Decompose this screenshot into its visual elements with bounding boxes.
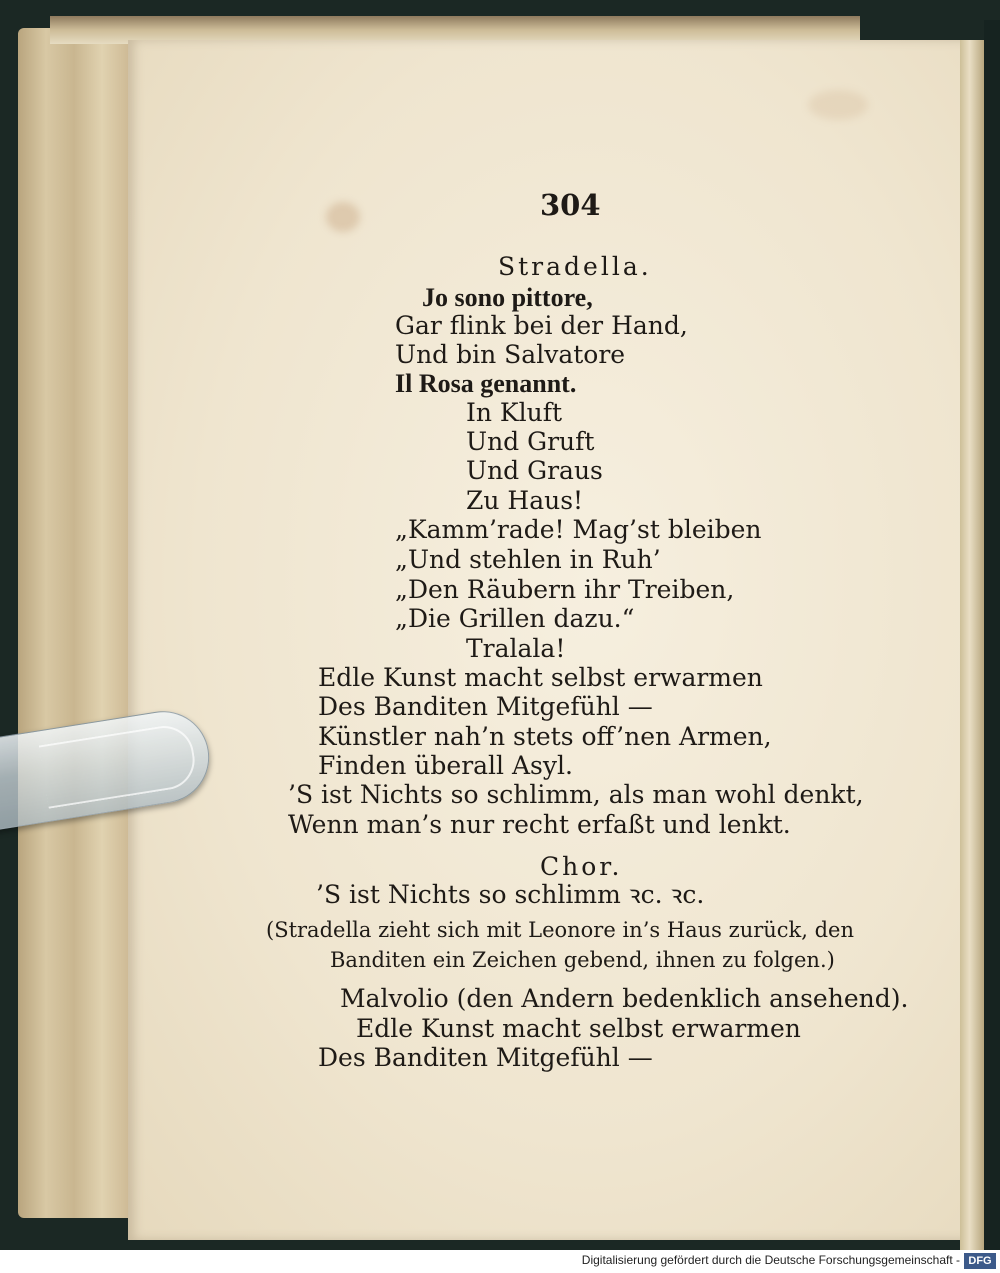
verse-line: „Die Grillen dazu.“ — [395, 604, 635, 633]
verse-line: Wenn man’s nur recht erfaßt und lenkt. — [288, 810, 791, 839]
verse-line: „Den Räubern ihr Treiben, — [395, 575, 735, 604]
verse-line: ’S ist Nichts so schlimm ꝛc. ꝛc. — [316, 880, 705, 909]
verse-line: Jo sono pittore, — [422, 283, 593, 312]
footer-bar — [0, 1250, 1000, 1273]
background-edge — [984, 20, 1000, 1250]
verse-line: Edle Kunst macht selbst erwarmen — [318, 663, 763, 692]
speaker-malvolio: Malvolio (den Andern bedenklich ansehend). — [340, 984, 909, 1013]
page-clip-loop — [39, 722, 199, 809]
dfg-logo: DFG — [964, 1253, 996, 1269]
stage-direction: (Stradella zieht sich mit Leonore in’s Haus zurück, den — [266, 918, 855, 942]
speaker-stradella: Stradella. — [498, 252, 652, 281]
stage-direction: Banditen ein Zeichen gebend, ihnen zu folgen.) — [330, 948, 835, 972]
verse-line: Künstler nah’n stets off’nen Armen, — [318, 722, 772, 751]
verse-line: Edle Kunst macht selbst erwarmen — [356, 1014, 801, 1043]
speaker-chor: Chor. — [540, 852, 623, 881]
book-spine — [960, 40, 984, 1250]
verse-line: Il Rosa genannt. — [395, 369, 577, 398]
verse-line: Zu Haus! — [466, 486, 584, 515]
verse-line: Des Banditen Mitgefühl — — [318, 1043, 653, 1072]
footer-credit: Digitalisierung gefördert durch die Deutsche Forschungsgemeinschaft - — [581, 1253, 960, 1267]
verse-line: Gar flink bei der Hand, — [395, 311, 688, 340]
verse-line: Und Gruft — [466, 427, 595, 456]
page-stain — [326, 202, 360, 232]
page-stain — [808, 90, 868, 120]
verse-line: Tralala! — [466, 634, 566, 663]
verse-line: Finden überall Asyl. — [318, 751, 573, 780]
verse-line: „Kamm’rade! Mag’st bleiben — [395, 515, 762, 544]
verse-line: In Kluft — [466, 398, 562, 427]
verse-line: Des Banditen Mitgefühl — — [318, 692, 653, 721]
verse-line: ’S ist Nichts so schlimm, als man wohl denkt, — [288, 780, 864, 809]
verse-line: „Und stehlen in Ruh’ — [395, 545, 661, 574]
verse-line: Und Graus — [466, 456, 603, 485]
verse-line: Und bin Salvatore — [395, 340, 626, 369]
page-number: 304 — [540, 188, 601, 222]
